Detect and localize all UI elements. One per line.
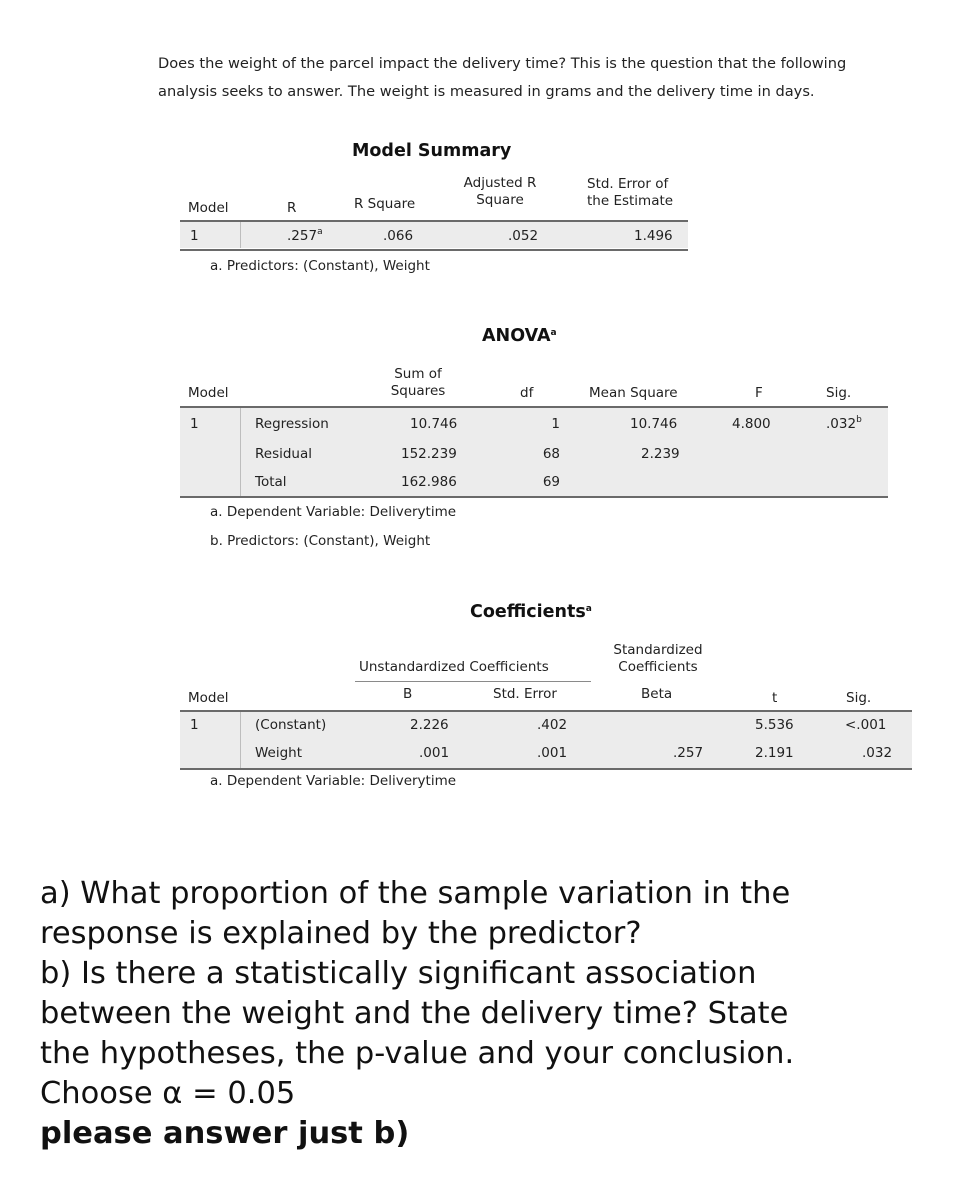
coef-header-model: Model <box>188 690 229 706</box>
anova-row-mean-sq: 2.239 <box>641 446 680 462</box>
anova-header-df: df <box>520 385 534 401</box>
ms-header-std-line2: the Estimate <box>587 193 674 209</box>
anova-row-mean-sq: 10.746 <box>630 416 678 432</box>
ms-cell-adj-r-square: .052 <box>508 228 539 244</box>
ms-bottom-rule <box>180 249 688 251</box>
intro-text <box>158 50 938 106</box>
anova-row-df: 68 <box>542 446 560 462</box>
model-summary-title: Model Summary <box>352 141 512 161</box>
ms-cell-r-sup: a <box>317 227 323 237</box>
question-line: between the weight and the delivery time? State <box>40 996 789 1031</box>
ms-cell-std-error: 1.496 <box>634 228 673 244</box>
ms-header-adj-line2: Square <box>476 192 524 208</box>
question-line: b) Is there a statistically significant association <box>40 956 757 991</box>
anova-title-text: ANOVA <box>482 326 551 346</box>
ms-header-model: Model <box>188 200 229 216</box>
ms-header-r: R <box>287 200 297 216</box>
coef-row-b: 2.226 <box>410 717 449 733</box>
anova-header-sum-line2: Squares <box>390 383 446 399</box>
anova-row-label: Residual <box>255 446 313 462</box>
ms-header-std-line1: Std. Error of <box>587 176 669 192</box>
coef-header-beta: Beta <box>641 686 673 702</box>
question-line: response is explained by the predictor? <box>40 916 642 951</box>
anova-header-f: F <box>755 385 763 401</box>
coef-header-subrule <box>355 681 591 682</box>
coef-header-b: B <box>403 686 413 702</box>
question-line: a) What proportion of the sample variation in the <box>40 876 791 911</box>
anova-row-sum-sq: 152.239 <box>401 446 457 462</box>
coefficients-title <box>470 602 592 622</box>
question-line: the hypotheses, the p-value and your conclusion. <box>40 1036 795 1071</box>
intro-line-1: Does the weight of the parcel impact the delivery time? This is the question that the following <box>158 55 847 72</box>
anova-row-sig-value: .032 <box>826 416 857 432</box>
question-text <box>40 874 940 1154</box>
coef-model-num: 1 <box>190 717 199 733</box>
anova-header-sum-line1: Sum of <box>394 366 442 382</box>
anova-row-df: 1 <box>551 416 560 432</box>
anova-header-mean-sq: Mean Square <box>589 385 678 401</box>
ms-cell-model: 1 <box>190 228 199 244</box>
anova-header-sig: Sig. <box>826 385 852 401</box>
ms-header-adj-r-square <box>440 175 560 209</box>
ms-header-std-error <box>587 176 673 210</box>
coef-row-sig: <.001 <box>845 717 887 733</box>
coef-header-sig: Sig. <box>846 690 872 706</box>
coef-header-std-line1: Standardized <box>613 642 703 658</box>
coef-header-t: t <box>772 690 778 706</box>
ms-divider <box>240 222 241 248</box>
coef-row-label: (Constant) <box>255 717 327 733</box>
anova-title-sup: a <box>550 328 557 338</box>
anova-row-sig-sup: b <box>856 415 862 425</box>
coefficients-title-text: Coefficients <box>470 602 586 622</box>
anova-divider <box>240 408 241 496</box>
ms-cell-r <box>287 228 323 244</box>
anova-title <box>482 326 557 346</box>
anova-header-sum-sq <box>378 366 458 400</box>
ms-header-r-square: R Square <box>354 196 416 212</box>
anova-row-label: Regression <box>255 416 329 432</box>
ms-header-adj-line1: Adjusted R <box>463 175 537 191</box>
anova-row-sig <box>826 416 862 432</box>
coef-header-std <box>596 642 720 676</box>
intro-line-2: analysis seeks to answer. The weight is measured in grams and the delivery time in days. <box>158 83 815 100</box>
ms-cell-r-square: .066 <box>383 228 414 244</box>
coef-row-beta: .257 <box>673 745 704 761</box>
anova-bottom-rule <box>180 496 888 498</box>
ms-footnote: a. Predictors: (Constant), Weight <box>210 258 430 274</box>
coef-bottom-rule <box>180 768 912 770</box>
coef-row-t: 2.191 <box>755 745 794 761</box>
anova-row-label: Total <box>255 474 287 490</box>
coef-footnote: a. Dependent Variable: Deliverytime <box>210 773 457 789</box>
anova-header-model: Model <box>188 385 229 401</box>
ms-cell-r-value: .257 <box>287 228 318 244</box>
coef-row-std-error: .001 <box>537 745 568 761</box>
coefficients-title-sup: a <box>585 604 592 614</box>
coef-row-t: 5.536 <box>755 717 794 733</box>
coef-row-label: Weight <box>255 745 303 761</box>
coef-row-std-error: .402 <box>537 717 568 733</box>
coef-row-b: .001 <box>419 745 450 761</box>
anova-row-df: 69 <box>542 474 560 490</box>
coef-row-sig: .032 <box>862 745 893 761</box>
coef-header-unstd: Unstandardized Coefficients <box>359 659 549 675</box>
ms-row-bg <box>180 222 688 248</box>
question-line: Choose α = 0.05 <box>40 1076 296 1111</box>
anova-model-num: 1 <box>190 416 199 432</box>
coef-divider <box>240 712 241 768</box>
anova-row-f: 4.800 <box>732 416 771 432</box>
anova-row-sum-sq: 10.746 <box>410 416 458 432</box>
coef-header-std-error: Std. Error <box>493 686 557 702</box>
anova-row-sum-sq: 162.986 <box>401 474 457 490</box>
anova-footnote: b. Predictors: (Constant), Weight <box>210 533 431 549</box>
question-emphasis: please answer just b) <box>40 1116 410 1151</box>
anova-footnote: a. Dependent Variable: Deliverytime <box>210 504 457 520</box>
coef-header-std-line2: Coefficients <box>618 659 698 675</box>
